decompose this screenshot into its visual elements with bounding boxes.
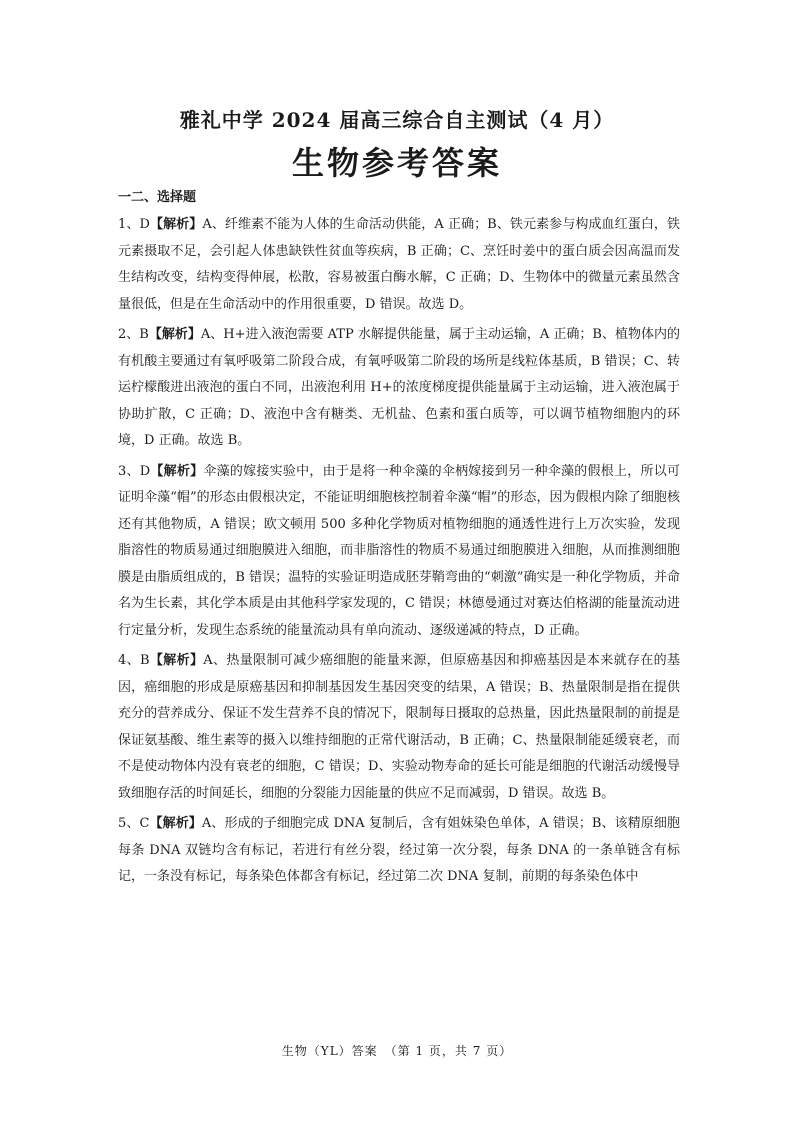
answer-number: 1、D (118, 217, 150, 232)
answer-text: A、纤维素不能为人体的生命活动供能，A 正确；B、铁元素参与构成血红蛋白，铁元素摄取不足，会引起人体患缺铁性贫血等疾病，B 正确；C、烹饪时姜中的蛋白质会因高温而发生结构改变，结构变得伸展，松散，容易被蛋白酶水解，C 正确；D、生物体中的微量元素虽然含量很低，但是在生命活动中的作用很重要，D 错误。故选 D。 (118, 217, 680, 312)
answer-item-3 (118, 459, 680, 645)
answer-item-2 (118, 322, 680, 455)
answer-text: 伞藻的嫁接实验中，由于是将一种伞藻的伞柄嫁接到另一种伞藻的假根上，所以可证明伞藻“帽”的形态由假根决定，不能证明细胞核控制着伞藻“帽”的形态，因为假根内除了细胞核还有其他物质，A 错误；欧文顿用 500 多种化学物质对植物细胞的通透性进行上万次实验，发现脂溶性的物质易通过细胞膜进入细胞，而非脂溶性的物质不易通过细胞膜进入细胞，从而推测细胞膜是由脂质组成的，B 错误；温特的实验证明造成胚芽鞘弯曲的“刺激”确实是一种化学物质，并命名为生长素，其化学本质是由其他科学家发现的，C 错误；林德曼通过对赛达伯格湖的能量流动进行定量分析，发现生态系统的能量流动具有单向流动、逐级递减的特点，D 正确。 (118, 463, 680, 638)
answer-item-5 (118, 811, 680, 891)
section-heading: 一二、选择题 (118, 190, 197, 205)
answer-item-1 (118, 212, 680, 318)
answer-number: 2、B (118, 327, 149, 342)
analysis-tag: 【解析】 (150, 463, 204, 479)
answer-number: 3、D (118, 463, 151, 479)
page-footer: 生物（YL）答案 （第 1 页，共 7 页） (281, 1044, 513, 1058)
answer-text: A、热量限制可减少癌细胞的能量来源，但原癌基因和抑癌基因是本来就存在的基因，癌细胞的形成是原癌基因和抑制基因发生基因突变的结果，A 错误；B、热量限制是指在提供充分的营养成分、保证不发生营养不良的情况下，限制每日摄取的总热量，因此热量限制的前提是保证氨基酸、维生素等的摄入以维持细胞的正常代谢活动，B 正确；C、热量限制能延缓衰老，而不是使动物体内没有衰老的细胞，C 错误；D、实验动物寿命的延长可能是细胞的代谢活动缓慢导致细胞存活的时间延长，细胞的分裂能力因能量的供应不足而减弱，D 错误。故选 B。 (118, 653, 680, 801)
analysis-tag: 【解析】 (149, 653, 204, 668)
answer-number: 4、B (118, 653, 150, 668)
analysis-tag: 【解析】 (149, 217, 203, 232)
answer-text: A、H+进入液泡需要 ATP 水解提供能量，属于主动运输，A 正确；B、植物体内的有机酸主要通过有氧呼吸第二阶段合成，有氧呼吸第二阶段的场所是线粒体基质，B 错误；C、转运柠檬酸进出液泡的蛋白不同，出液泡利用 H+的浓度梯度提供能量属于主动运输，进入液泡属于协助扩散，C 正确；D、液泡中含有糖类、无机盐、色素和蛋白质等，可以调节植物细胞内的环境，D 正确。故选 B。 (118, 327, 680, 448)
analysis-tag: 【解析】 (148, 327, 201, 342)
answer-text: A、形成的子细胞完成 DNA 复制后，含有姐妹染色单体，A 错误；B、该精原细胞每条 DNA 双链均含有标记，若进行有丝分裂，经过第一次分裂，每条 DNA 的一条单链含有标记，一条没有标记，每条染色体都含有标记，经过第二次 DNA 复制，前期的每条染色体中 (118, 816, 680, 884)
answer-item-4 (118, 648, 680, 807)
analysis-tag: 【解析】 (149, 816, 202, 831)
exam-title: 雅礼中学 2024 届高三综合自主测试（4 月） (179, 108, 615, 132)
answer-content (118, 188, 680, 895)
answer-number: 5、C (118, 816, 150, 831)
answer-key-title: 生物参考答案 (291, 144, 502, 182)
